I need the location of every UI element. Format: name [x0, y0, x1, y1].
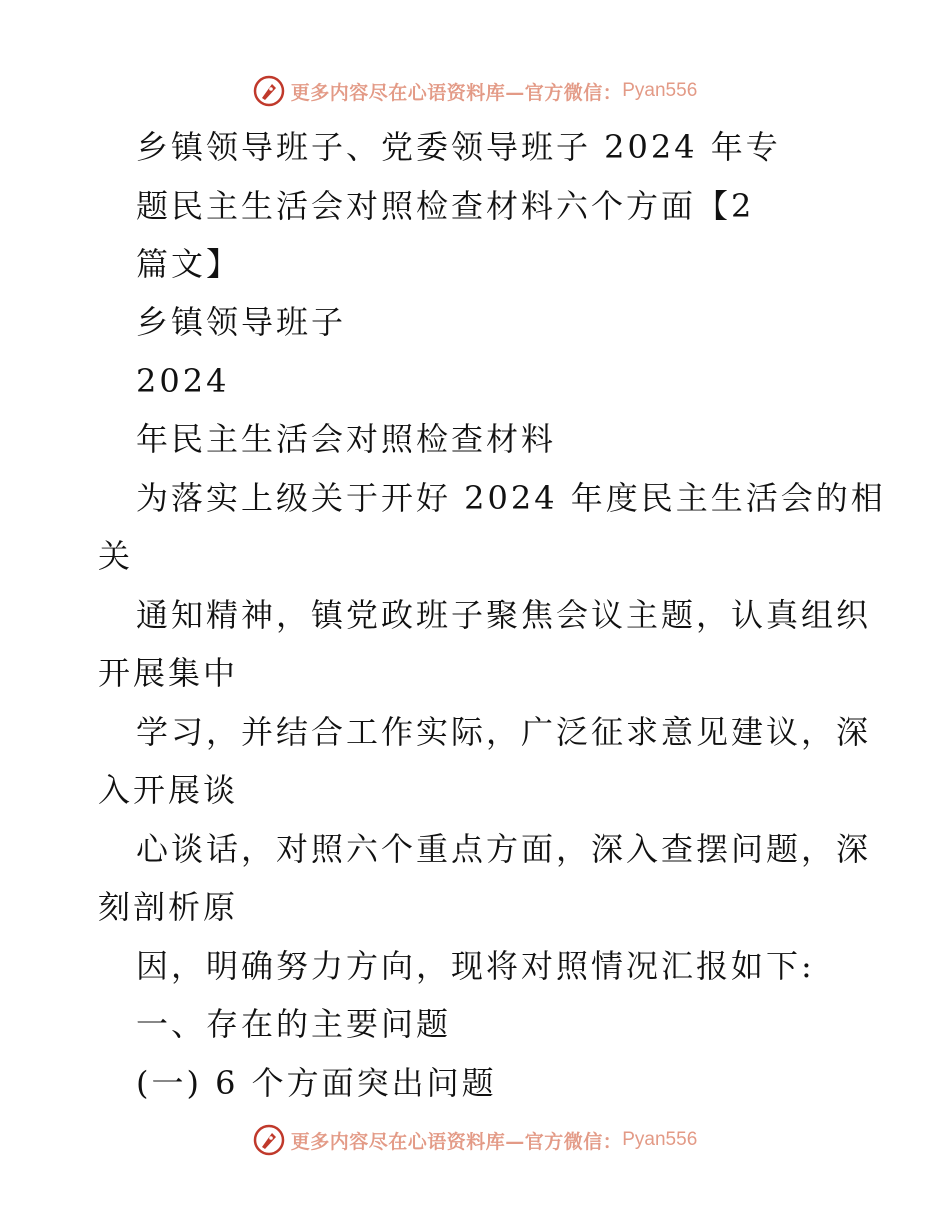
watermark-handle: Pyan556: [622, 1129, 698, 1150]
header-watermark: [0, 71, 950, 111]
paragraph-line: 刻剖析原: [98, 888, 239, 926]
title-line-2: 题民主生活会对照检查材料六个方面【2: [136, 187, 755, 225]
watermark-text: 更多内容尽在心语资料库—官方微信：: [290, 81, 623, 104]
paragraph-line: 学习，并结合工作实际，广泛征求意见建议，深: [136, 713, 872, 751]
title-line-1: 乡镇领导班子、党委领导班子 2024 年专: [136, 128, 781, 166]
watermark-handle: Pyan556: [622, 80, 698, 101]
paragraph-line: 心谈话，对照六个重点方面，深入查摆问题，深: [136, 830, 872, 868]
paragraph-line: 开展集中: [98, 654, 239, 692]
subtitle-line-2: 2024: [136, 362, 230, 400]
paragraph-line: 入开展谈: [98, 771, 239, 809]
paragraph-line: 通知精神，镇党政班子聚焦会议主题，认真组织: [136, 596, 872, 634]
pen-nib-logo-icon: [253, 1124, 285, 1156]
subtitle-line-3: 年民主生活会对照检查材料: [136, 420, 557, 458]
paragraph-line: 为落实上级关于开好 2024 年度民主生活会的相: [136, 479, 886, 517]
watermark-text: 更多内容尽在心语资料库—官方微信：: [290, 1130, 623, 1153]
paragraph-line: 因，明确努力方向，现将对照情况汇报如下:: [136, 947, 815, 985]
pen-nib-logo-icon: [253, 75, 285, 107]
subsection-heading: (一) 6 个方面突出问题: [136, 1064, 497, 1102]
section-heading: 一、存在的主要问题: [136, 1005, 452, 1043]
subtitle-line-1: 乡镇领导班子: [136, 303, 347, 341]
paragraph-line: 关: [98, 537, 134, 575]
footer-watermark: [0, 1120, 950, 1160]
title-line-3: 篇文】: [136, 245, 242, 283]
